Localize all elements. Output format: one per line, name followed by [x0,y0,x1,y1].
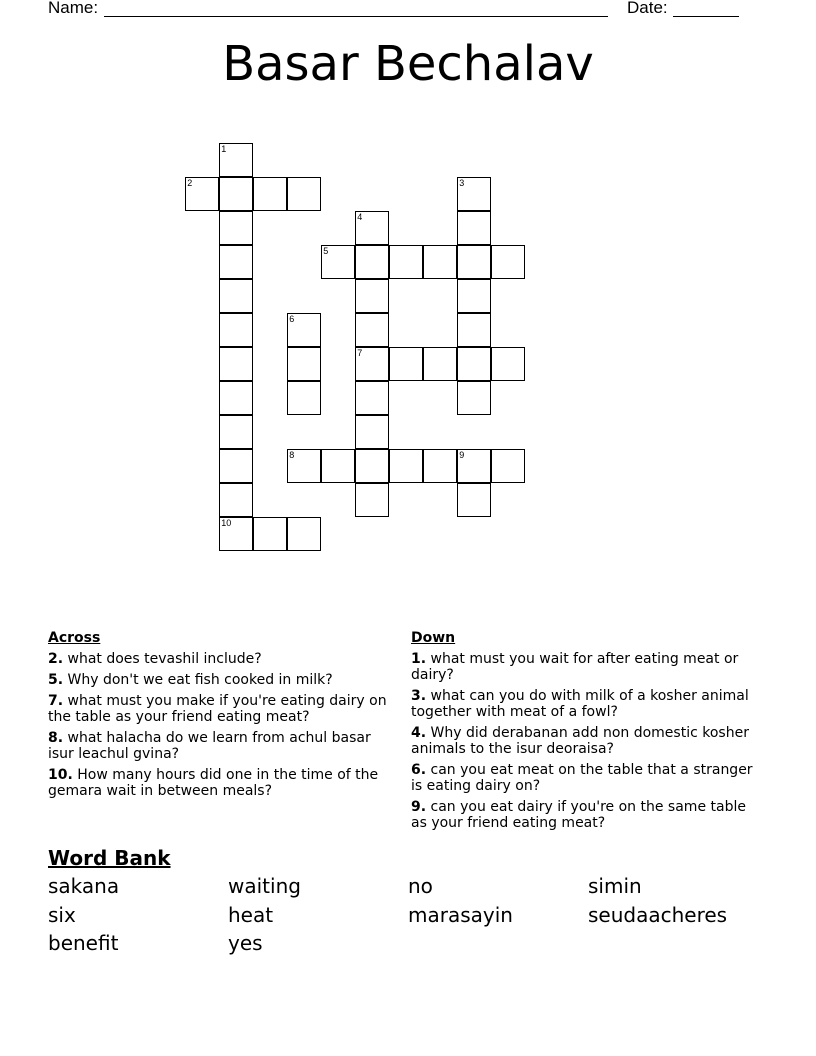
word-bank-title: Word Bank [48,846,171,870]
page-title: Basar Bechalav [222,36,594,92]
clue-text: can you eat meat on the table that a stranger is eating dairy on? [411,762,753,794]
grid-cell[interactable] [287,313,321,347]
cell-number: 2 [187,178,193,189]
down-clue [411,688,756,720]
clue-number: 4. [411,725,427,741]
grid-cell[interactable] [457,381,491,415]
grid-cell[interactable] [287,517,321,551]
grid-cell[interactable] [491,245,525,279]
name-label: Name: [48,0,99,17]
grid-cell[interactable] [423,245,457,279]
cell-number: 1 [221,144,227,155]
grid-cell[interactable] [321,449,355,483]
cell-number: 5 [323,246,329,257]
grid-cell[interactable] [355,211,389,245]
grid-cell[interactable] [457,245,491,279]
across-clue [48,693,393,725]
grid-cell[interactable] [185,177,219,211]
grid-cell[interactable] [287,449,321,483]
grid-cell[interactable] [219,381,253,415]
grid-cell[interactable] [355,483,389,517]
grid-cell[interactable] [355,347,389,381]
word-bank-item: heat [228,902,274,927]
word-bank-item: sakana [48,874,120,898]
clue-number: 9. [411,799,427,815]
clue-number: 3. [411,688,427,704]
word-bank-item: yes [228,931,263,955]
date-label: Date: [627,0,668,17]
clue-text: Why did derabanan add non domestic kosher animals to the isur deoraisa? [411,725,749,757]
grid-cell[interactable] [355,313,389,347]
grid-cell[interactable] [219,415,253,449]
grid-cell[interactable] [219,279,253,313]
cell-number: 9 [459,450,465,461]
grid-cell[interactable] [219,313,253,347]
grid-cell[interactable] [219,211,253,245]
grid-cell[interactable] [219,483,253,517]
grid-cell[interactable] [219,245,253,279]
clue-text: How many hours did one in the time of the gemara wait in between meals? [48,767,379,799]
across-clue [48,767,393,799]
cell-number: 10 [221,518,232,529]
cell-number: 4 [357,212,363,223]
clue-text: what halacha do we learn from achul basar isur leachul gvina? [48,730,371,762]
clue-number: 7. [48,693,64,709]
grid-cell[interactable] [457,177,491,211]
cell-number: 7 [357,348,363,359]
clue-text: Why don't we eat fish cooked in milk? [63,672,333,688]
grid-cell[interactable] [253,517,287,551]
down-clue [411,725,756,757]
grid-cell[interactable] [287,177,321,211]
word-bank-item: simin [588,874,642,898]
grid-cell[interactable] [287,347,321,381]
word-bank-item: waiting [228,874,301,898]
grid-cell[interactable] [389,449,423,483]
grid-cell[interactable] [253,177,287,211]
grid-cell[interactable] [219,177,253,211]
grid-cell[interactable] [389,245,423,279]
down-clue [411,799,756,831]
grid-cell[interactable] [219,347,253,381]
grid-cell[interactable] [423,347,457,381]
clue-text: can you eat dairy if you're on the same table as your friend eating meat? [411,799,746,831]
grid-cell[interactable] [355,415,389,449]
grid-cell[interactable] [457,313,491,347]
word-bank-item: marasayin [408,902,513,927]
clue-number: 6. [411,762,427,778]
clue-number: 8. [48,730,64,746]
grid-cell[interactable] [423,449,457,483]
across-heading: Across [48,630,101,646]
grid-cell[interactable] [321,245,355,279]
clue-number: 5. [48,672,64,688]
grid-cell[interactable] [355,245,389,279]
grid-cell[interactable] [457,347,491,381]
grid-cell[interactable] [219,449,253,483]
clue-text: what must you wait for after eating meat or dairy? [411,651,739,683]
across-clue [48,730,393,762]
clue-text: what does tevashil include? [63,651,262,667]
clue-text: what can you do with milk of a kosher animal together with meat of a fowl? [411,688,749,720]
across-clue [48,651,393,667]
grid-cell[interactable] [287,381,321,415]
grid-cell[interactable] [355,449,389,483]
grid-cell[interactable] [457,483,491,517]
clue-number: 10. [48,767,73,783]
grid-cell[interactable] [219,517,253,551]
down-clue-list [411,651,756,831]
grid-cell[interactable] [355,381,389,415]
clue-number: 2. [48,651,64,667]
word-bank-item: no [408,874,433,898]
word-bank-item: seudaacheres [588,902,728,927]
across-clue [48,672,393,688]
down-clues [411,630,756,836]
cell-number: 3 [459,178,465,189]
grid-cell[interactable] [457,449,491,483]
cell-number: 8 [289,450,295,461]
down-clue [411,651,756,683]
grid-cell[interactable] [457,279,491,313]
word-bank-item: benefit [48,931,119,955]
down-clue [411,762,756,794]
grid-cell[interactable] [219,143,253,177]
across-clue-list [48,651,393,799]
grid-cell[interactable] [491,347,525,381]
grid-cell[interactable] [389,347,423,381]
clue-number: 1. [411,651,427,667]
grid-cell[interactable] [355,279,389,313]
word-bank-item: six [48,902,76,927]
down-heading: Down [411,630,456,646]
grid-cell[interactable] [457,211,491,245]
grid-cell[interactable] [491,449,525,483]
clue-text: what must you make if you're eating dairy on the table as your friend eating meat? [48,693,387,725]
cell-number: 6 [289,314,295,325]
across-clues [48,630,393,804]
